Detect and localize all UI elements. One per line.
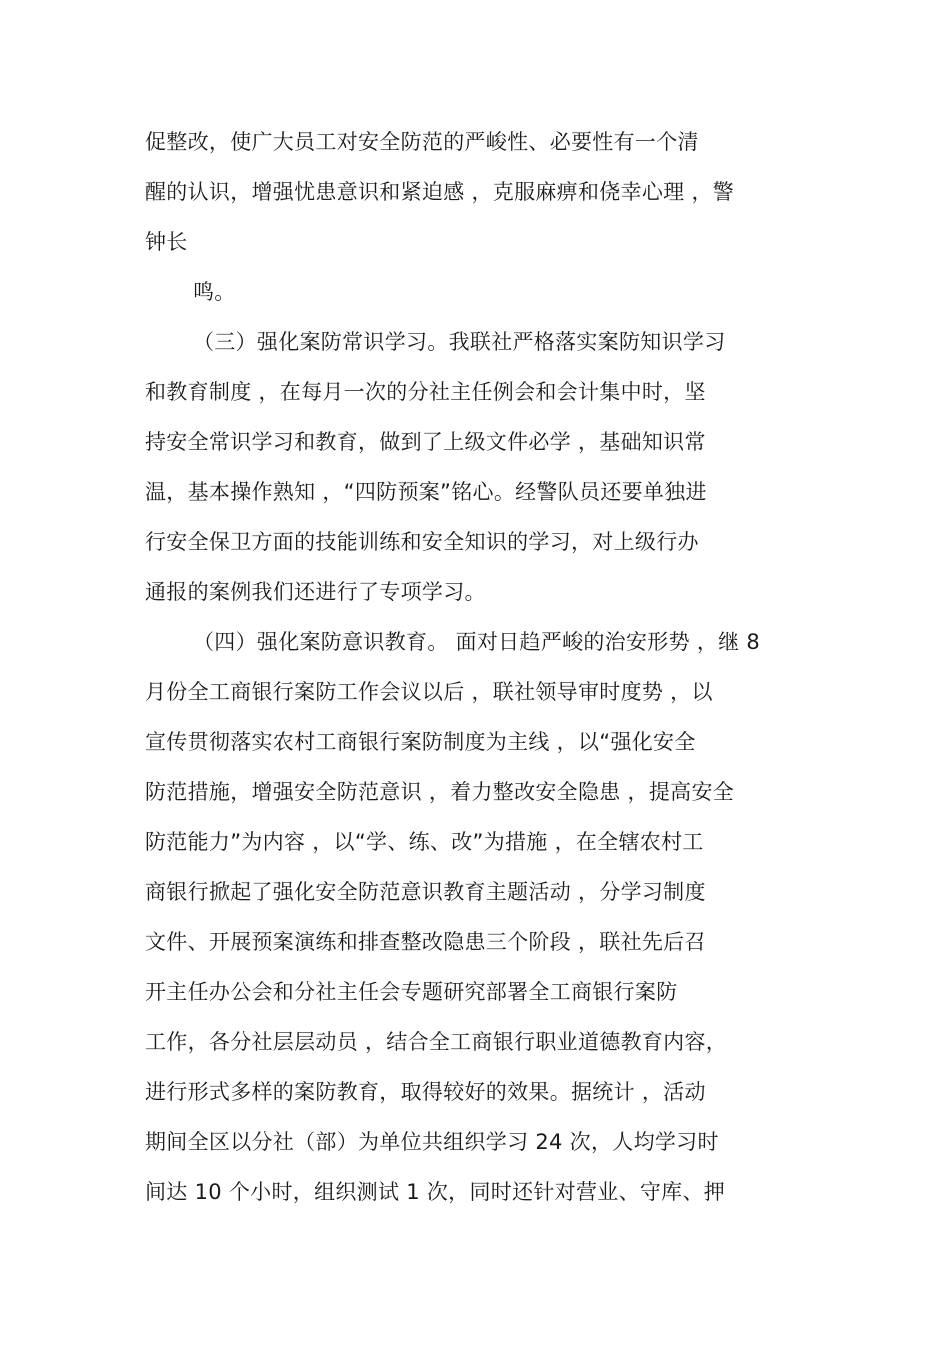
text-line: 商银行掀起了强化安全防范意识教育主题活动 ，分学习制度	[145, 880, 706, 904]
text-line: 鸣。	[193, 280, 236, 304]
text-line: 促整改，使广大员工对安全防范的严峻性、必要性有一个清	[145, 130, 699, 154]
text-line: 间达 10 个小时，组织测试 1 次，同时还针对营业、守库、押	[145, 1180, 726, 1204]
text-line: 进行形式多样的案防教育，取得较好的效果。据统计 ，活动	[145, 1080, 706, 1104]
text-line: 和教育制度 ，在每月一次的分社主任例会和会计集中时，坚	[145, 380, 706, 404]
text-line: 期间全区以分社（部）为单位共组织学习 24 次，人均学习时	[145, 1130, 719, 1154]
text-line: 防范措施，增强安全防范意识 ，着力整改安全隐患 ，提高安全	[145, 780, 735, 804]
text-line: 宣传贯彻落实农村工商银行案防制度为主线 ，以“强化安全	[145, 730, 696, 754]
text-line: 防范能力”为内容 ，以“学、练、改”为措施 ，在全辖农村工	[145, 830, 704, 854]
text-line: 文件、开展预案演练和排查整改隐患三个阶段 ，联社先后召	[145, 930, 706, 954]
text-line: 通报的案例我们还进行了专项学习。	[145, 580, 486, 604]
text-line: （四）强化案防意识教育。 面对日趋严峻的治安形势 ，继 8	[193, 630, 761, 654]
text-line: 钟长	[145, 230, 188, 254]
text-line: （三）强化案防常识学习。我联社严格落实案防知识学习	[193, 330, 726, 354]
text-line: 醒的认识，增强忧患意识和紧迫感 ，克服麻痹和侥幸心理 ，警	[145, 180, 735, 204]
text-line: 持安全常识学习和教育，做到了上级文件必学 ，基础知识常	[145, 430, 706, 454]
text-line: 月份全工商银行案防工作会议以后 ，联社领导审时度势 ，以	[145, 680, 713, 704]
text-line: 行安全保卫方面的技能训练和安全知识的学习，对上级行办	[145, 530, 699, 554]
text-line: 工作，各分社层层动员 ，结合全工商银行职业道德教育内容，	[145, 1030, 728, 1054]
text-line: 开主任办公会和分社主任会专题研究部署全工商银行案防	[145, 980, 678, 1004]
text-line: 温，基本操作熟知 ，“四防预案”铭心。经警队员还要单独进	[145, 480, 707, 504]
